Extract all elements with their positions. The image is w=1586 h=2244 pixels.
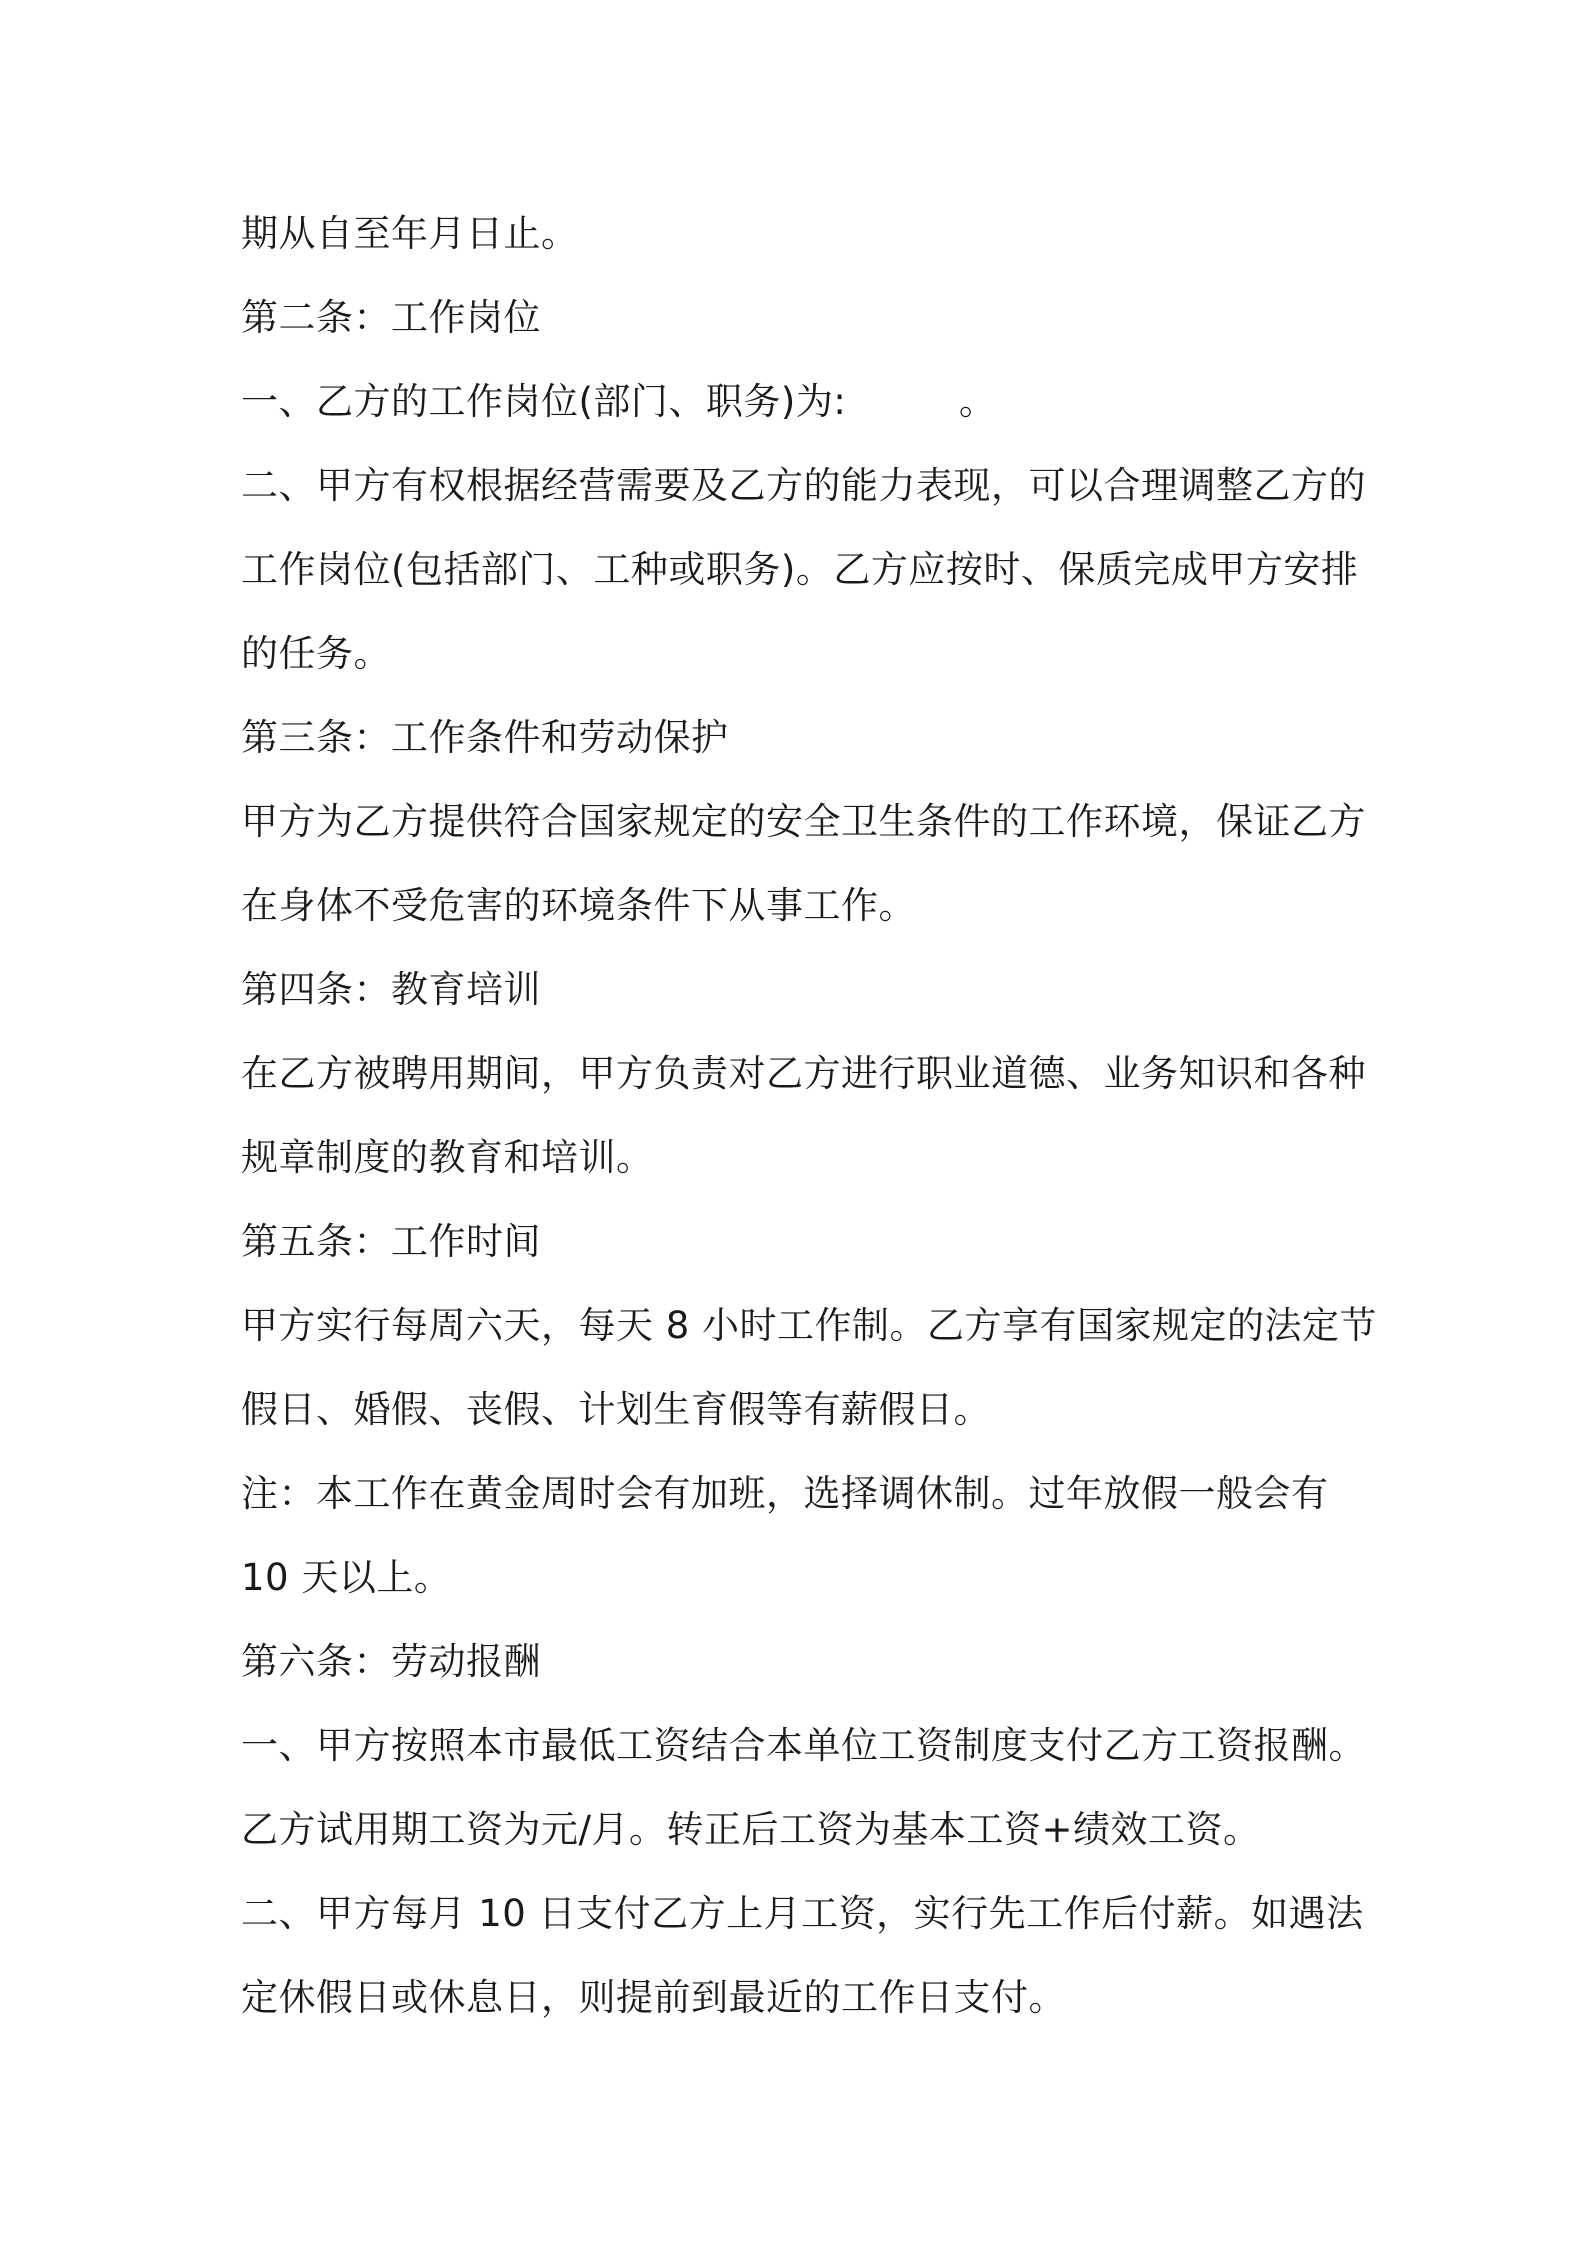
text-line: 甲方为乙方提供符合国家规定的安全卫生条件的工作环境，保证乙方 xyxy=(241,800,1366,843)
section-heading: 第六条：劳动报酬 xyxy=(241,1640,541,1683)
text-line: 规章制度的教育和培训。 xyxy=(241,1136,654,1179)
text-line: 定休假日或休息日，则提前到最近的工作日支付。 xyxy=(241,1976,1066,2019)
text-line: 乙方试用期工资为元/月。转正后工资为基本工资+绩效工资。 xyxy=(241,1808,1261,1851)
text-line: 的任务。 xyxy=(241,632,391,675)
section-heading: 第五条：工作时间 xyxy=(241,1220,541,1263)
text-line: 二、甲方每月 10 日支付乙方上月工资，实行先工作后付薪。如遇法 xyxy=(241,1892,1364,1935)
section-heading: 第二条：工作岗位 xyxy=(241,296,541,339)
note-line: 注：本工作在黄金周时会有加班，选择调休制。过年放假一般会有 xyxy=(241,1472,1329,1515)
text-line: 甲方实行每周六天，每天 8 小时工作制。乙方享有国家规定的法定节 xyxy=(241,1304,1378,1347)
text-line: 一、乙方的工作岗位(部门、职务)为: 。 xyxy=(241,380,997,423)
text-line: 在身体不受危害的环境条件下从事工作。 xyxy=(241,884,916,927)
note-line: 10 天以上。 xyxy=(241,1556,452,1599)
document-body xyxy=(241,192,1378,2040)
text-line: 一、甲方按照本市最低工资结合本单位工资制度支付乙方工资报酬。 xyxy=(241,1724,1366,1767)
text-line: 假日、婚假、丧假、计划生育假等有薪假日。 xyxy=(241,1388,991,1431)
text-line: 二、甲方有权根据经营需要及乙方的能力表现，可以合理调整乙方的 xyxy=(241,464,1366,507)
section-heading: 第四条：教育培训 xyxy=(241,968,541,1011)
text-line: 在乙方被聘用期间，甲方负责对乙方进行职业道德、业务知识和各种 xyxy=(241,1052,1366,1095)
text-line: 工作岗位(包括部门、工种或职务)。乙方应按时、保质完成甲方安排 xyxy=(241,548,1359,591)
text-line: 期从自至年月日止。 xyxy=(241,212,579,255)
section-heading: 第三条：工作条件和劳动保护 xyxy=(241,716,729,759)
